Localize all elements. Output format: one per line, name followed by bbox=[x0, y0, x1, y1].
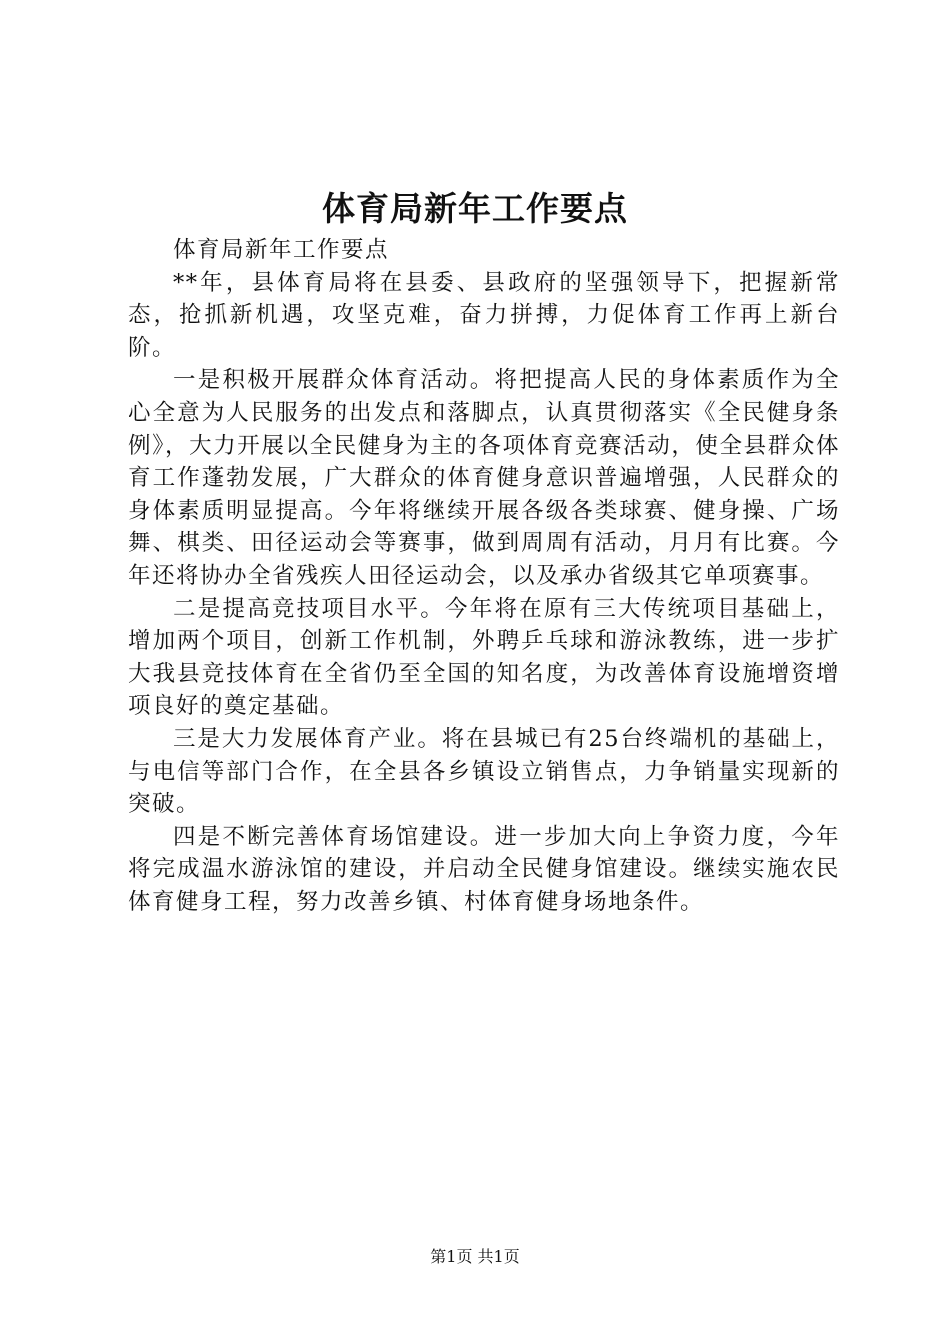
page-footer: 第1页 共1页 bbox=[430, 1247, 520, 1266]
paragraph-competitive-sports: 二是提高竞技项目水平。今年将在原有三大传统项目基础上，增加两个项目，创新工作机制，外聘乒乓球和游泳教练，进一步扩大我县竞技体育在全省仍至全国的知名度，为改善体育设施增资增项良好的奠定基础。 bbox=[128, 595, 840, 720]
paragraph-mass-sports: 一是积极开展群众体育活动。将把提高人民的身体素质作为全心全意为人民服务的出发点和落脚点，认真贯彻落实《全民健身条例》，大力开展以全民健身为主的各项体育竞赛活动，使全县群众体育工作蓬勃发展，广大群众的体育健身意识普遍增强，人民群众的身体素质明显提高。今年将继续开展各级各类球赛、健身操、广场舞、棋类、田径运动会等赛事，做到周周有活动，月月有比赛。今年还将协办全省残疾人田径运动会，以及承办省级其它单项赛事。 bbox=[128, 367, 840, 589]
paragraph-venue-construction: 四是不断完善体育场馆建设。进一步加大向上争资力度，今年将完成温水游泳馆的建设，并启动全民健身馆建设。继续实施农民体育健身工程，努力改善乡镇、村体育健身场地条件。 bbox=[128, 823, 840, 915]
paragraph-intro: **年，县体育局将在县委、县政府的坚强领导下，把握新常态，抢抓新机遇，攻坚克难，奋力拼搏，力促体育工作再上新台阶。 bbox=[128, 269, 840, 361]
paragraph-subtitle: 体育局新年工作要点 bbox=[173, 237, 390, 263]
paragraph-sports-industry: 三是大力发展体育产业。将在县城已有25台终端机的基础上，与电信等部门合作，在全县各乡镇设立销售点，力争销量实现新的突破。 bbox=[128, 725, 840, 818]
document-body bbox=[128, 234, 840, 918]
document-title: 体育局新年工作要点 bbox=[322, 189, 628, 228]
